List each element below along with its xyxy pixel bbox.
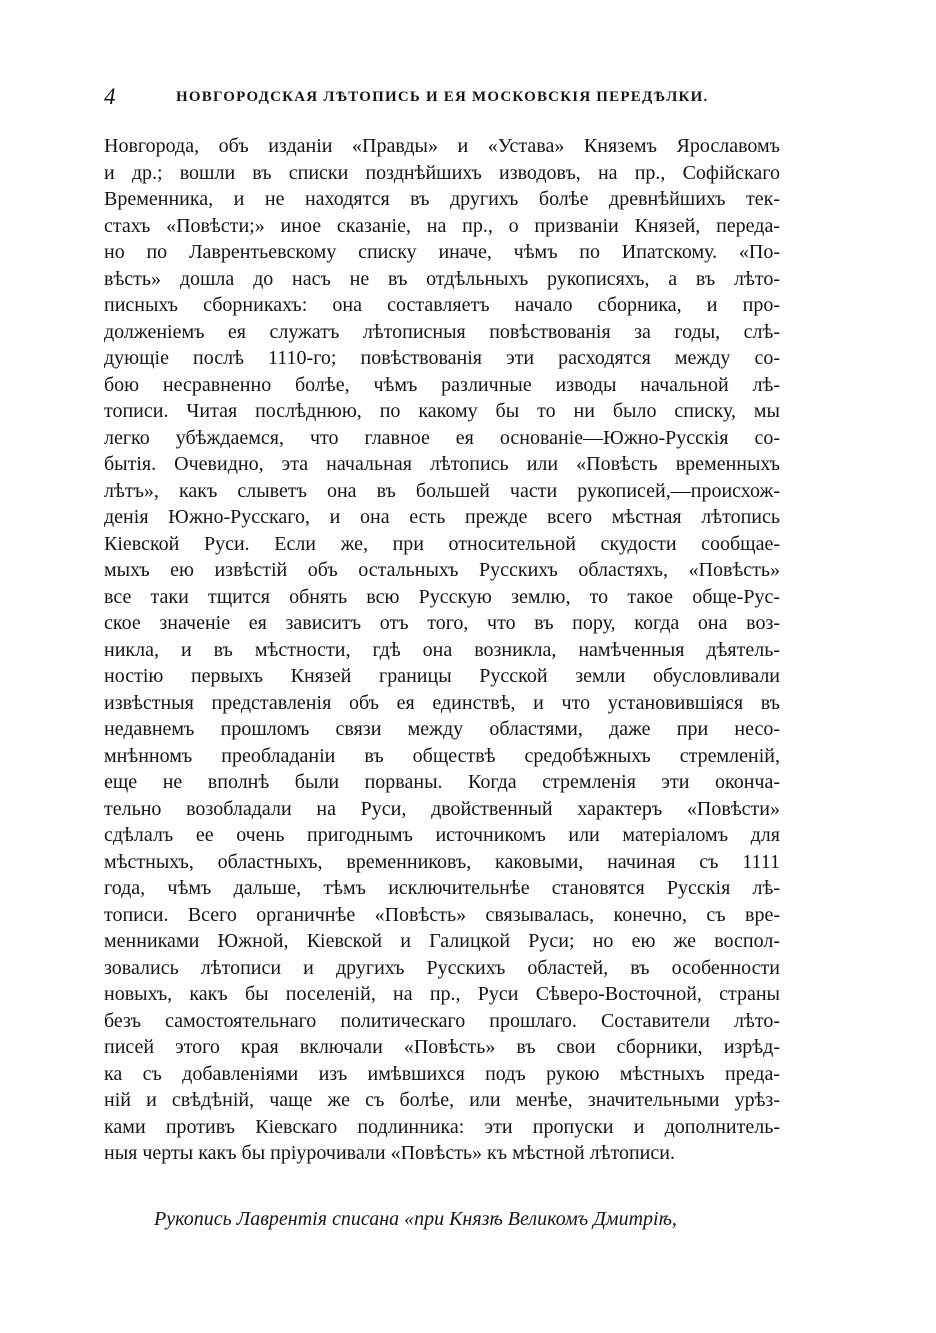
text-line: но по Лаврентьевскому списку иначе, чѣмъ по Ипатскому. «По- — [104, 241, 780, 263]
text-line: тельно возобладали на Руси, двойственный характеръ «Повѣсти» — [104, 797, 780, 820]
next-paragraph — [104, 1206, 780, 1233]
text-line: года, чѣмъ дальше, тѣмъ исключительнѣе становятся Русскія лѣ- — [104, 877, 780, 899]
text-line: менниками Южной, Кіевской и Галицкой Руси; но ею же воспол- — [104, 930, 780, 952]
text-line: зовались лѣтописи и другихъ Русскихъ областей, въ особенности — [104, 956, 780, 979]
next-paragraph-line: Рукопись Лаврентія списана «при Князѣ Великомъ Дмитріѣ, — [154, 1208, 677, 1230]
text-line: безъ самостоятельнаго политическаго прошлаго. Составители лѣто- — [104, 1009, 780, 1032]
text-line: ками противъ Кіевскаго подлинника: эти пропуски и дополнитель- — [104, 1115, 780, 1138]
text-line: тописи. Всего органичнѣе «Повѣсть» связывалась, конечно, съ вре- — [104, 903, 780, 926]
text-line: ностію первыхъ Князей границы Русской земли обусловливали — [104, 665, 780, 687]
text-line: сдѣлалъ ее очень пригоднымъ источникомъ или матеріаломъ для — [104, 824, 780, 846]
text-line: и др.; вошли въ списки позднѣйшихъ изводовъ, на пр., Софійскаго — [104, 161, 780, 184]
text-line: Новгорода, объ изданіи «Правды» и «Устава» Княземъ Ярославомъ — [104, 135, 780, 157]
running-title: НОВГОРОДСКАЯ ЛѢТОПИСЬ И ЕЯ МОСКОВСКІЯ ПЕРЕДѢЛКИ. — [176, 88, 709, 105]
text-line: ское значеніе ея зависитъ отъ того, что въ пору, когда она воз- — [104, 612, 780, 634]
text-line: еще не вполнѣ были порваны. Когда стремленія эти оконча- — [104, 771, 780, 793]
text-line: недавнемъ прошломъ связи между областями, даже при несо- — [104, 718, 780, 740]
text-line: бою несравненно болѣе, чѣмъ различные изводы начальной лѣ- — [104, 373, 780, 396]
text-line: тописи. Читая послѣднюю, по какому бы то ни было списку, мы — [104, 400, 780, 422]
text-line: мнѣнномъ преобладаніи въ обществѣ средобѣжныхъ стремленій, — [104, 744, 780, 767]
text-line: писей этого края включали «Повѣсть» въ свои сборники, изрѣд- — [104, 1036, 780, 1058]
text-line: денія Южно-Русскаго, и она есть прежде всего мѣстная лѣтопись — [104, 506, 780, 528]
body-text — [104, 133, 780, 1167]
text-line: долженіемъ ея служатъ лѣтописныя повѣствованія за годы, слѣ- — [104, 320, 780, 343]
text-line: извѣстныя представленія объ ея единствѣ, и что установившіяся въ — [104, 691, 780, 714]
text-line: бытія. Очевидно, эта начальная лѣтопись или «Повѣсть временныхъ — [104, 453, 780, 475]
text-line: мыхъ ею извѣстій объ остальныхъ Русскихъ областяхъ, «Повѣсть» — [104, 559, 780, 581]
text-line: вѣсть» дошла до насъ не въ отдѣльныхъ рукописяхъ, а въ лѣто- — [104, 267, 780, 290]
page-number: 4 — [104, 84, 116, 109]
text-line: Кіевской Руси. Если же, при относительной скудости сообщае- — [104, 532, 780, 555]
text-line: стахъ «Повѣсти;» иное сказаніе, на пр., о призваніи Князей, переда- — [104, 214, 780, 237]
text-line: Временника, и не находятся въ другихъ болѣе древнѣйшихъ тек- — [104, 188, 780, 210]
text-line: легко убѣждаемся, что главное ея основаніе—Южно-Русскія со- — [104, 426, 780, 449]
text-line: никла, и въ мѣстности, гдѣ она возникла, намѣченныя дѣятель- — [104, 638, 780, 661]
running-head — [104, 82, 780, 112]
text-line: ній и свѣдѣній, чаще же съ болѣе, или менѣе, значительными урѣз- — [104, 1089, 780, 1111]
text-line: ныя черты какъ бы пріурочивали «Повѣсть» къ мѣстной лѣтописи. — [104, 1142, 675, 1164]
text-line: писныхъ сборникахъ: она составляетъ начало сборника, и про- — [104, 294, 780, 316]
text-line: все таки тщится обнять всю Русскую землю, то такое обще-Рус- — [104, 585, 780, 608]
text-line: дующіе послѣ 1110-го; повѣствованія эти расходятся между со- — [104, 347, 780, 369]
text-line: новыхъ, какъ бы поселеній, на пр., Руси Сѣверо-Восточной, страны — [104, 983, 780, 1005]
text-line: лѣтъ», какъ слыветъ она въ большей части рукописей,—происхож- — [104, 479, 780, 502]
text-line: мѣстныхъ, областныхъ, временниковъ, каковыми, начиная съ 1111 — [104, 850, 780, 873]
text-line: ка съ добавленіями изъ имѣвшихся подъ рукою мѣстныхъ преда- — [104, 1062, 780, 1085]
